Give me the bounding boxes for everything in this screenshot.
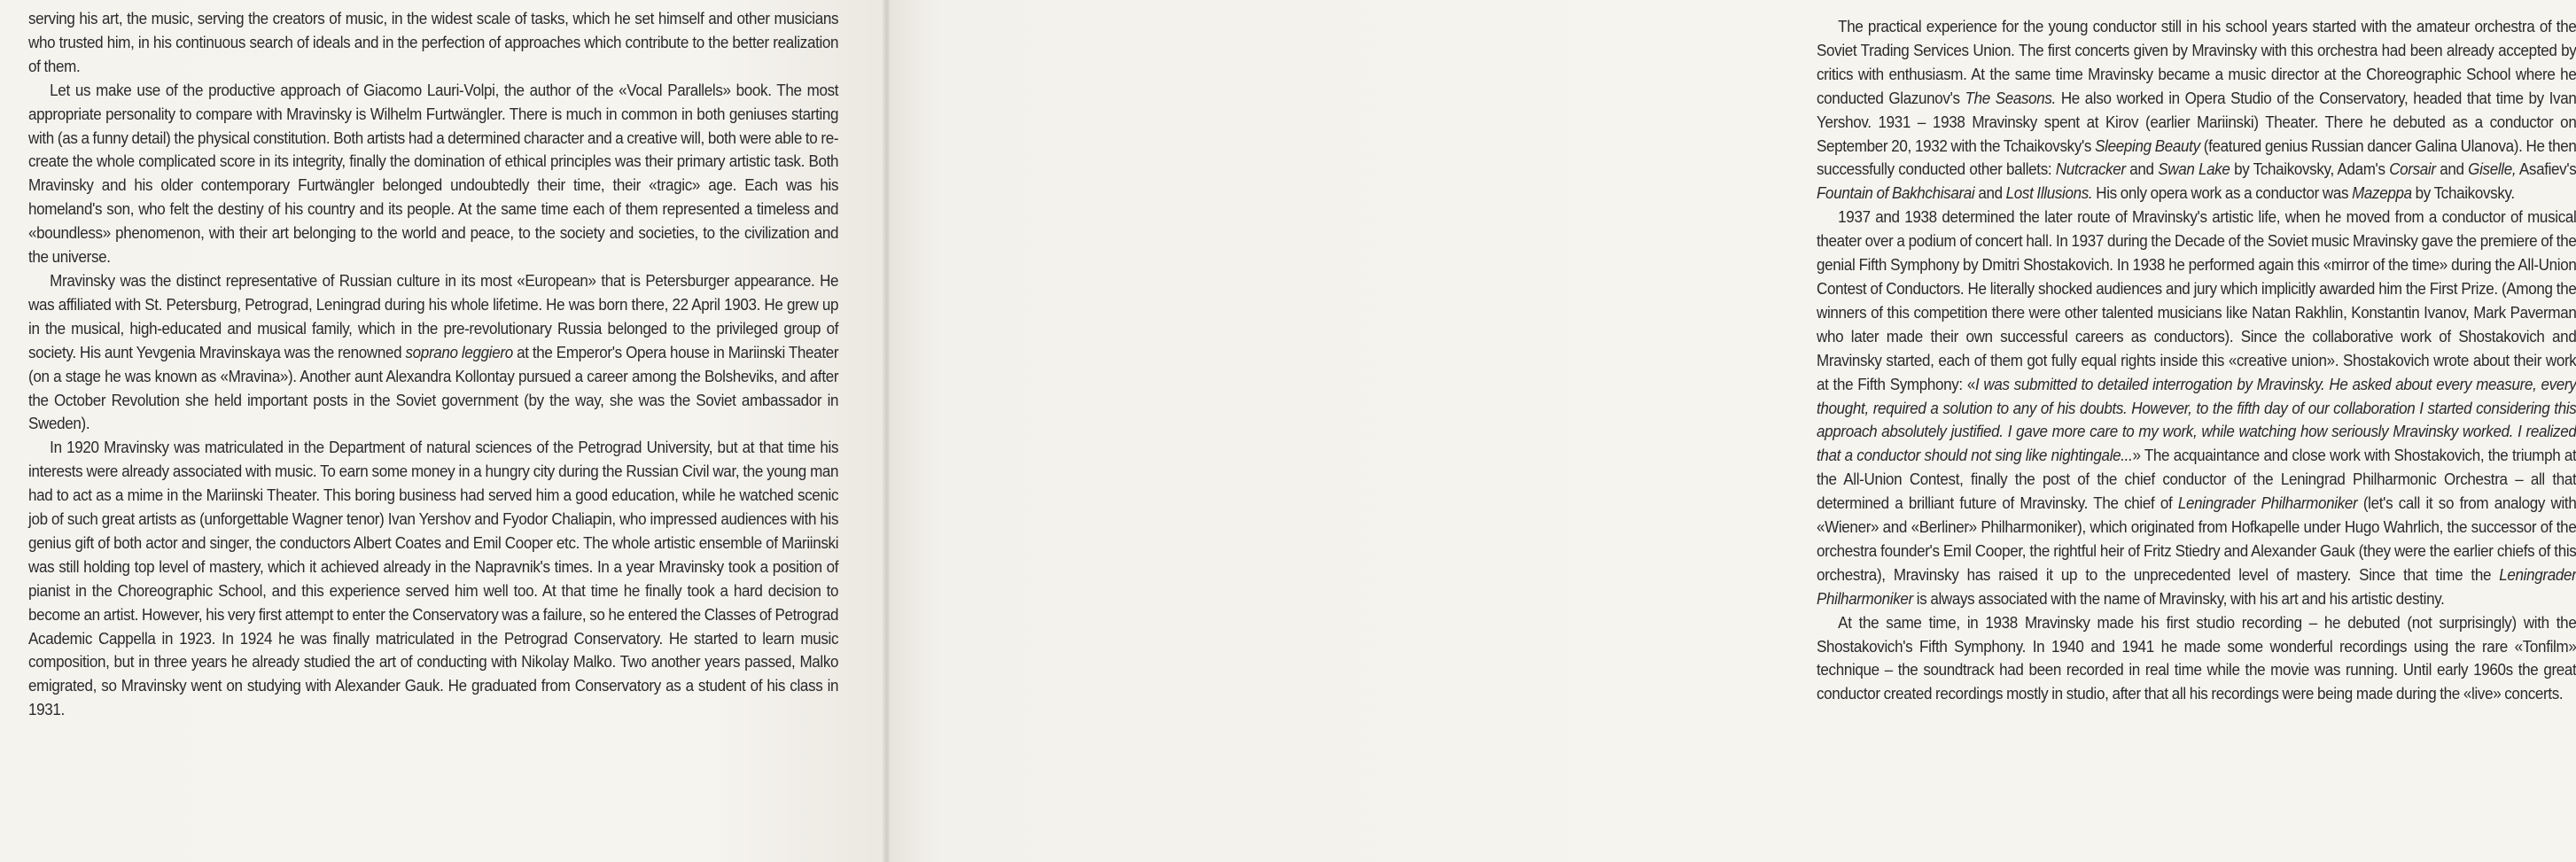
paragraph-education: In 1920 Mravinsky was matriculated in the Department of natural sciences of the Petrograd University, but at that time his interests were already associated with music. To earn some money in a hungry city during the Russian Civil war, the young man had to act as a mime in the Mariinski Theater. This boring business had served him a good education, while he watched scenic job of such great artists as (unforgettable Wagner tenor) Ivan Yershov and Fyodor Chaliapin, who impressed audiences with his genius gift of both actor and singer, the conductors Albert Coates and Emil Cooper etc. The whole artistic ensemble of Mariinski was still holding top level of mastery, which it achieved already in the Napravnik's times. In a year Mravinsky took a position of pianist in the Choreographic School, and this experience served him well too. At that time he finally took a hard decision to become an artist. However, his very first attempt to enter the Conservatory was a failure, so he entered the Classes of Petrograd Academic Cappella in 1923. In 1924 he was finally matriculated in the Petrograd Conservatory. He started to learn music composition, but in three years he already studied the art of conducting with Nikolay Malko. Two another years passed, Malko emigrated, so Mravinsky went on studying with Alexander Gauk. He graduated from Conservatory as a student of his class in 1931. <box>28 438 839 719</box>
paragraph-recordings: At the same time, in 1938 Mravinsky made his first studio recording – he debuted (not surprisingly) with the Shostakovich's Fifth Symphony. In 1940 and 1941 he made some wonderful recordings using the rare «Tonfilm» technique – the soundtrack had been recorded in real time while the movie was running. Until early 1960s the great conductor created recordings mostly in studio, after that all his recordings were being made during the «live» concerts. <box>1817 612 2576 703</box>
left-page <box>0 0 886 862</box>
book-gutter <box>883 0 890 862</box>
paragraph-russian-culture: Mravinsky was the distinct representative of Russian culture in its most «European» that is Petersburger appearance. He was affiliated with St. Petersburg, Petrograd, Leningrad during his whole lifetime. He was born there, 22 April 1903. He grew up in the musical, high-educated and musical family, which in the pre-revolutionary Russia belonged to the privileged group of society. His aunt Yevgenia Mravinskaya was the renowned soprano leggiero at the Emperor's Opera house in Mariinski Theater (on a stage he was known as «Mravina»). Another aunt Alexandra Kollontay pursued a career among the Bolsheviks, and after the October Revolution she held important posts in the Soviet government (by the way, she was the Soviet ambassador in Sweden). <box>28 270 839 433</box>
right-page <box>886 0 2576 862</box>
paragraph-furtwangler-comparison: Let us make use of the productive approach of Giacomo Lauri-Volpi, the author of the «Vocal Parallels» book. The most appropriate personality to compare with Mravinsky is Wilhelm Furtwängler. There is much in common in both geniuses starting with (as a funny detail) the physical constitution. Both artists had a determined character and a creative will, both were able to re-create the whole complicated score in its integrity, finally the domination of ethical principles was their primary artistic task. Both Mravinsky and his older contemporary Furtwängler belonged undoubtedly their time, their «tragic» age. Each was his homeland's son, who felt the destiny of his country and its people. At the same time each of them represented a timeless and «boundless» phenomenon, with their art belonging to the world and peace, to the society and societies, to the civilization and the universe. <box>28 80 839 267</box>
paragraph-serving-art: serving his art, the music, serving the creators of music, in the widest scale of tasks, which he set himself and other musicians who trusted him, in his continuous search of ideals and in the perfection of approaches which contribute to the better realization of them. <box>28 9 839 75</box>
paragraph-1937-1938: 1937 and 1938 determined the later route of Mravinsky's artistic life, when he moved from a conductor of musical theater over a podium of concert hall. In 1937 during the Decade of the Soviet music Mravinsky gave the premiere of the genial Fifth Symphony by Dmitri Shostakovich. In 1938 he performed again this «mirror of the time» during the All-Union Contest of Conductors. He literally shocked audiences and jury which implicitly awarded him the First Prize. (Among the winners of this competition there were other talented musicians like Natan Rakhlin, Konstantin Ivanov, Mark Paverman who later made their own successful careers as conductors). Since the collaborative work of Shostakovich and Mravinsky started, each of them got fully equal rights inside this «creative union». Shostakovich wrote about their work at the Fifth Symphony: «I was submitted to detailed interrogation by Mravinsky. He asked about every measure, every thought, required a solution to any of his doubts. However, to the fifth day of our collaboration I started considering this approach absolutely justified. I gave more care to my work, while watching how seriously Mravinsky worked. I realized that a conductor should not sing like nightingale...» The acquaintance and close work with Shostakovich, the triumph at the All-Union Contest, finally the post of the chief conductor of the Leningrad Philharmonic Orchestra – all that determined a brilliant future of Mravinsky. The chief of Leningrader Philharmoniker (let's call it so from analogy with «Wiener» and «Berliner» Philharmoniker), which originated from Hofkapelle under Hugo Wahrlich, the successor of the orchestra founder's Emil Cooper, the rightful heir of Fritz Stiedry and Alexander Gauk (they were the earlier chiefs of this orchestra), Mravinsky has raised it up to the unprecedented level of mastery. Since that time the Leningrader Philharmoniker is always associated with the name of Mravinsky, with his art and his artistic destiny. <box>1817 207 2576 608</box>
right-page-text <box>1817 15 2576 706</box>
paragraph-practical-experience: The practical experience for the young conductor still in his school years started with the amateur orchestra of the Soviet Trading Services Union. The first concerts given by Mravinsky with this orchestra had been already accepted by critics with enthusiasm. At the same time Mravinsky became a music director at the Choreographic School where he conducted Glazunov's The Seasons. He also worked in Opera Studio of the Conservatory, headed that time by Ivan Yershov. 1931 – 1938 Mravinsky spent at Kirov (earlier Mariinski) Theater. There he debuted as a conductor on September 20, 1932 with the Tchaikovsky's Sleeping Beauty (featured genius Russian dancer Galina Ulanova). He then successfully conducted other ballets: Nutcracker and Swan Lake by Tchaikovsky, Adam's Corsair and Giselle, Asafiev's Fountain of Bakhchisarai and Lost Illusions. His only opera work as a conductor was Mazeppa by Tchaikovsky. <box>1817 17 2576 203</box>
left-page-text <box>28 7 838 722</box>
